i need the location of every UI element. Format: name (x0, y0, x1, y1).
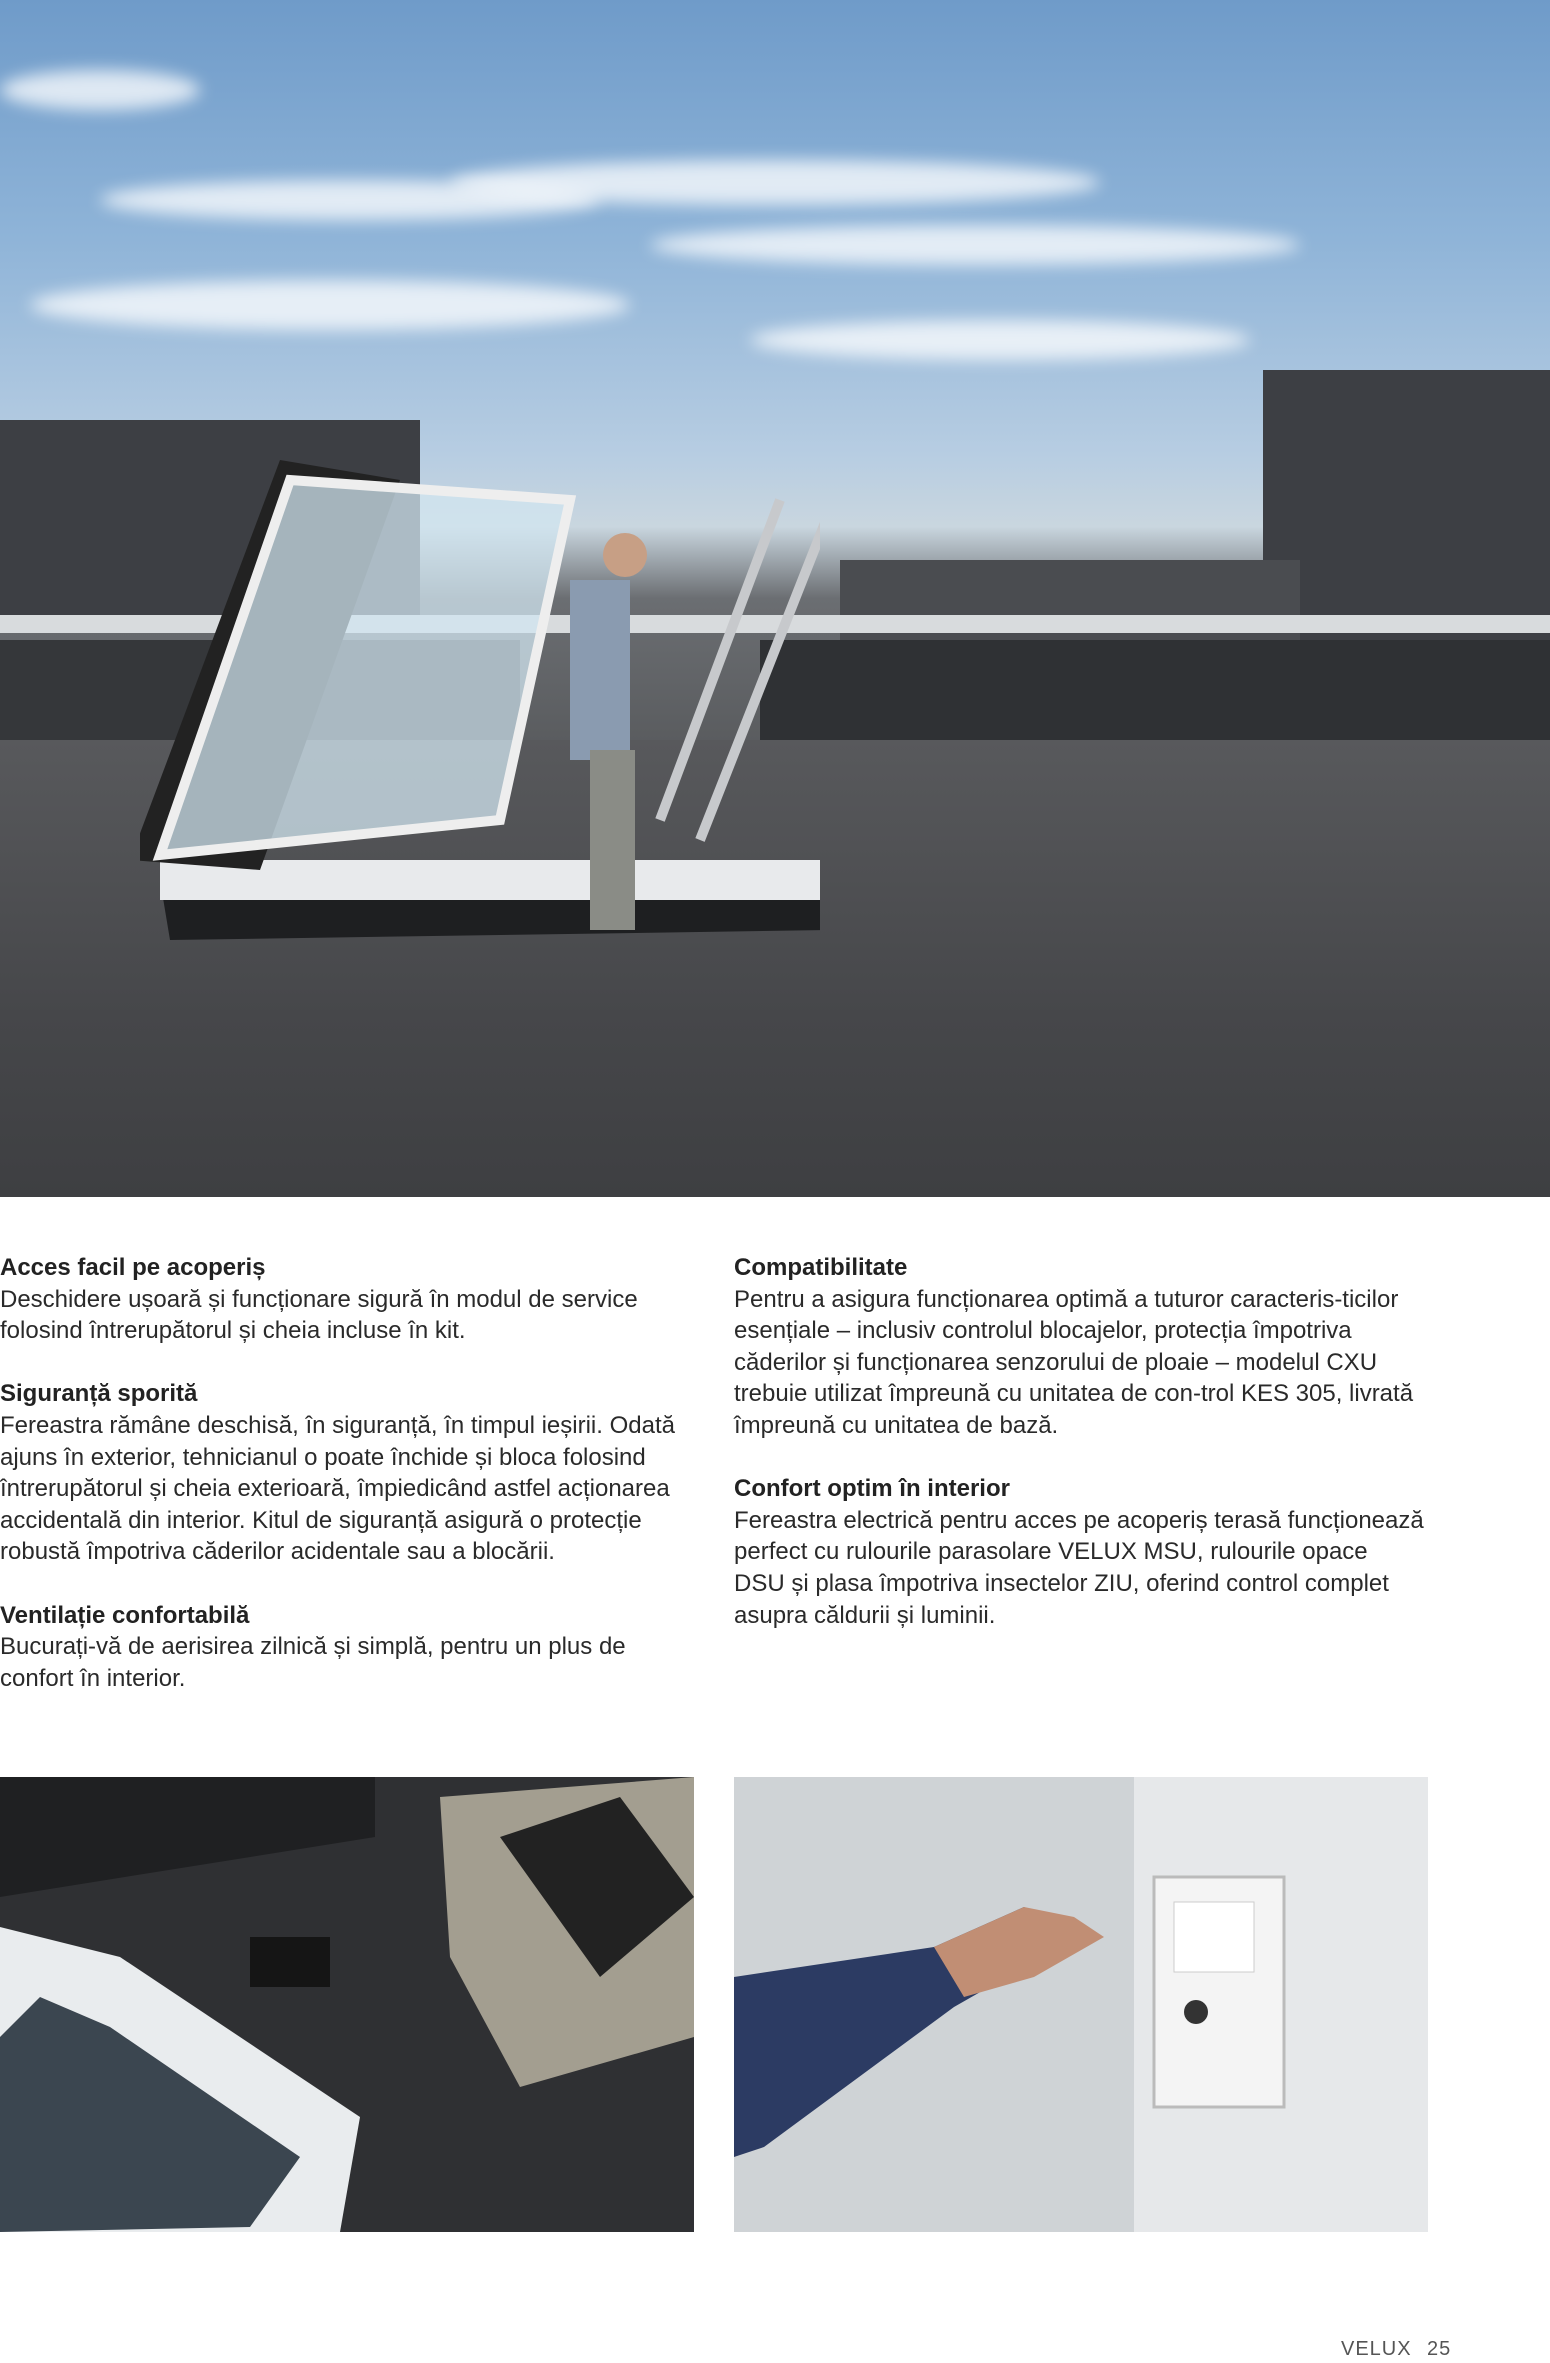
feature-title: Siguranță sporită (0, 1380, 198, 1408)
feature-body: Fereastra rămâne deschisă, în siguranță, în timpul ieșirii. Odată ajuns în exterior, tehnicianul o poate închide și bloca folosind întrerupătorul și cheia exterioară, împiedicând astfel acționarea accidentală din interior. Kitul de siguranță asigură o protecție robustă împotriva căderilor acidentale sau a blocării. (0, 1411, 675, 1566)
feature-title: Compatibilitate (734, 1254, 908, 1281)
page-number: 25 (1427, 2338, 1452, 2360)
feature-body: Bucurați-vă de aerisirea zilnică și simplă, pentru un plus de confort în interior. (0, 1633, 626, 1692)
photo-wall-key-switch (734, 1777, 1428, 2232)
feature-title: Ventilație confortabilă (0, 1601, 250, 1629)
rooftop-hatch-illustration (140, 460, 820, 960)
feature-column-left (0, 1252, 690, 1726)
feature-title: Acces facil pe acoperiș (0, 1254, 266, 1281)
footer-brand: VELUX (1341, 2338, 1412, 2360)
feature-title: Confort optim în interior (734, 1475, 1010, 1503)
feature-body: Pentru a asigura funcționarea optimă a tuturor caracteris-ticilor esențiale – inclusiv controlul blocajelor, protecția împotriva căderilor și funcționarea senzorului de ploaie – modelul CXU trebuie utilizat împreună cu unitatea de con-trol KES 305, livrată împreună cu unitatea de bază. (734, 1285, 1414, 1439)
photo-key-switch-on-roof (0, 1777, 694, 2232)
feature-body: Fereastra electrică pentru acces pe acoperiș terasă funcționează perfect cu rulourile parasolare VELUX MSU, rulourile opace DSU și plasa împotriva insectelor ZIU, oferind control complet asupra căldurii și luminii. (734, 1506, 1424, 1629)
feature-column-right (734, 1252, 1424, 1663)
feature-body: Deschidere ușoară și funcționare sigură în modul de service folosind întrerupătorul și cheia incluse în kit. (0, 1285, 638, 1345)
